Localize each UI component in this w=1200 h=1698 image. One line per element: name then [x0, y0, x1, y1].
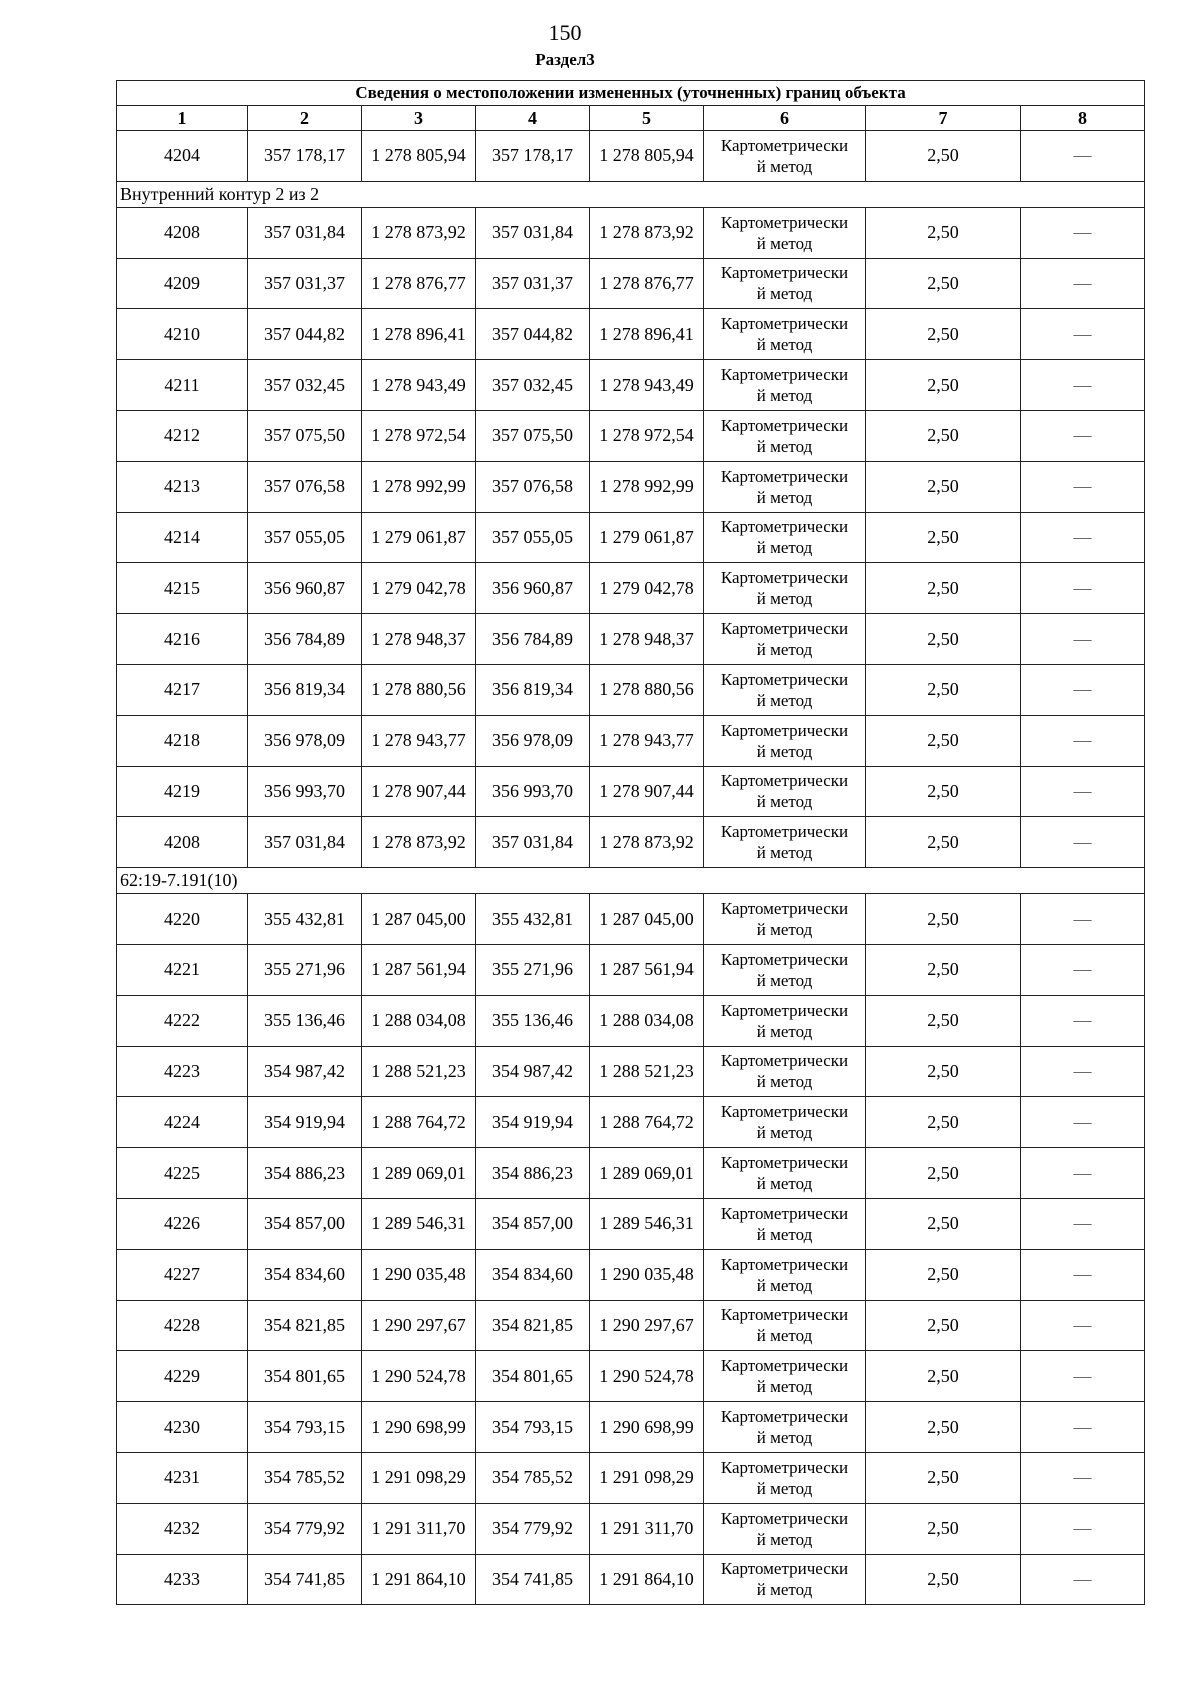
description-cell: — [1021, 1503, 1145, 1554]
accuracy-cell: 2,50 [866, 1198, 1021, 1249]
description-cell: — [1021, 1198, 1145, 1249]
table-row [117, 360, 1145, 411]
table-row [117, 664, 1145, 715]
point-number-cell: 4210 [117, 309, 248, 360]
description-cell: — [1021, 131, 1145, 182]
accuracy-cell: 2,50 [866, 1249, 1021, 1300]
accuracy-cell: 2,50 [866, 1046, 1021, 1097]
x-old-cell: 356 978,09 [248, 715, 362, 766]
y-old-cell: 1 278 896,41 [362, 309, 476, 360]
y-old-cell: 1 288 034,08 [362, 995, 476, 1046]
point-number-cell: 4227 [117, 1249, 248, 1300]
y-new-cell: 1 288 521,23 [590, 1046, 704, 1097]
x-new-cell: 357 076,58 [476, 461, 590, 512]
description-cell: — [1021, 1097, 1145, 1148]
accuracy-cell: 2,50 [866, 563, 1021, 614]
method-cell: Картометрически й метод [704, 894, 866, 945]
y-old-cell: 1 278 943,77 [362, 715, 476, 766]
table-caption-row [117, 81, 1145, 106]
method-cell: Картометрически й метод [704, 512, 866, 563]
x-new-cell: 354 793,15 [476, 1402, 590, 1453]
x-old-cell: 357 031,84 [248, 817, 362, 868]
y-new-cell: 1 291 098,29 [590, 1452, 704, 1503]
y-old-cell: 1 278 907,44 [362, 766, 476, 817]
point-number-cell: 4220 [117, 894, 248, 945]
x-new-cell: 357 031,37 [476, 258, 590, 309]
description-cell: — [1021, 207, 1145, 258]
method-cell: Картометрически й метод [704, 817, 866, 868]
table-row [117, 817, 1145, 868]
table-row [117, 995, 1145, 1046]
y-old-cell: 1 287 561,94 [362, 944, 476, 995]
accuracy-cell: 2,50 [866, 1351, 1021, 1402]
x-old-cell: 354 857,00 [248, 1198, 362, 1249]
column-number: 4 [476, 106, 590, 131]
table-row [117, 1402, 1145, 1453]
y-old-cell: 1 289 546,31 [362, 1198, 476, 1249]
point-number-cell: 4211 [117, 360, 248, 411]
table-row [117, 563, 1145, 614]
table-row [117, 1249, 1145, 1300]
method-cell: Картометрически й метод [704, 461, 866, 512]
y-new-cell: 1 289 546,31 [590, 1198, 704, 1249]
y-new-cell: 1 278 876,77 [590, 258, 704, 309]
y-old-cell: 1 279 042,78 [362, 563, 476, 614]
description-cell: — [1021, 894, 1145, 945]
table-row [117, 1452, 1145, 1503]
group-header-row [117, 868, 1145, 894]
description-cell: — [1021, 944, 1145, 995]
table-row [117, 1148, 1145, 1199]
x-new-cell: 356 993,70 [476, 766, 590, 817]
y-old-cell: 1 278 943,49 [362, 360, 476, 411]
y-old-cell: 1 278 873,92 [362, 817, 476, 868]
y-old-cell: 1 287 045,00 [362, 894, 476, 945]
description-cell: — [1021, 1452, 1145, 1503]
x-new-cell: 357 031,84 [476, 207, 590, 258]
description-cell: — [1021, 995, 1145, 1046]
x-new-cell: 357 031,84 [476, 817, 590, 868]
accuracy-cell: 2,50 [866, 1148, 1021, 1199]
group-label: 62:19-7.191(10) [117, 868, 1145, 894]
y-old-cell: 1 291 864,10 [362, 1554, 476, 1605]
column-number: 7 [866, 106, 1021, 131]
accuracy-cell: 2,50 [866, 766, 1021, 817]
accuracy-cell: 2,50 [866, 1503, 1021, 1554]
accuracy-cell: 2,50 [866, 1402, 1021, 1453]
point-number-cell: 4208 [117, 817, 248, 868]
point-number-cell: 4226 [117, 1198, 248, 1249]
method-cell: Картометрически й метод [704, 410, 866, 461]
x-old-cell: 356 819,34 [248, 664, 362, 715]
point-number-cell: 4204 [117, 131, 248, 182]
point-number-cell: 4230 [117, 1402, 248, 1453]
point-number-cell: 4212 [117, 410, 248, 461]
y-new-cell: 1 287 045,00 [590, 894, 704, 945]
x-new-cell: 357 178,17 [476, 131, 590, 182]
description-cell: — [1021, 1300, 1145, 1351]
method-cell: Картометрически й метод [704, 664, 866, 715]
y-old-cell: 1 291 098,29 [362, 1452, 476, 1503]
description-cell: — [1021, 1046, 1145, 1097]
y-new-cell: 1 279 042,78 [590, 563, 704, 614]
table-row [117, 410, 1145, 461]
point-number-cell: 4217 [117, 664, 248, 715]
accuracy-cell: 2,50 [866, 1097, 1021, 1148]
column-number: 5 [590, 106, 704, 131]
method-cell: Картометрически й метод [704, 1046, 866, 1097]
y-old-cell: 1 278 948,37 [362, 614, 476, 665]
x-old-cell: 356 784,89 [248, 614, 362, 665]
y-old-cell: 1 288 521,23 [362, 1046, 476, 1097]
method-cell: Картометрически й метод [704, 944, 866, 995]
x-new-cell: 354 779,92 [476, 1503, 590, 1554]
method-cell: Картометрически й метод [704, 715, 866, 766]
method-cell: Картометрически й метод [704, 131, 866, 182]
x-old-cell: 354 886,23 [248, 1148, 362, 1199]
method-cell: Картометрически й метод [704, 360, 866, 411]
x-old-cell: 355 432,81 [248, 894, 362, 945]
method-cell: Картометрически й метод [704, 309, 866, 360]
point-number-cell: 4232 [117, 1503, 248, 1554]
x-new-cell: 356 784,89 [476, 614, 590, 665]
accuracy-cell: 2,50 [866, 664, 1021, 715]
x-new-cell: 356 978,09 [476, 715, 590, 766]
x-old-cell: 357 075,50 [248, 410, 362, 461]
description-cell: — [1021, 1351, 1145, 1402]
y-old-cell: 1 290 297,67 [362, 1300, 476, 1351]
method-cell: Картометрически й метод [704, 1351, 866, 1402]
accuracy-cell: 2,50 [866, 894, 1021, 945]
page-number: 150 [548, 20, 582, 45]
section-title: Раздел3 [535, 50, 595, 69]
accuracy-cell: 2,50 [866, 1300, 1021, 1351]
y-new-cell: 1 278 880,56 [590, 664, 704, 715]
x-new-cell: 354 785,52 [476, 1452, 590, 1503]
table-caption: Сведения о местоположении измененных (уточненных) границ объекта [117, 81, 1145, 106]
x-new-cell: 354 857,00 [476, 1198, 590, 1249]
x-old-cell: 355 136,46 [248, 995, 362, 1046]
y-old-cell: 1 289 069,01 [362, 1148, 476, 1199]
x-old-cell: 357 044,82 [248, 309, 362, 360]
table-row [117, 1300, 1145, 1351]
method-cell: Картометрически й метод [704, 1503, 866, 1554]
description-cell: — [1021, 258, 1145, 309]
x-old-cell: 354 793,15 [248, 1402, 362, 1453]
description-cell: — [1021, 512, 1145, 563]
table-row [117, 131, 1145, 182]
x-old-cell: 355 271,96 [248, 944, 362, 995]
method-cell: Картометрически й метод [704, 1452, 866, 1503]
x-old-cell: 356 960,87 [248, 563, 362, 614]
table-row [117, 1198, 1145, 1249]
method-cell: Картометрически й метод [704, 258, 866, 309]
boundary-coordinates-table [116, 80, 1145, 1605]
point-number-cell: 4218 [117, 715, 248, 766]
x-new-cell: 354 987,42 [476, 1046, 590, 1097]
method-cell: Картометрически й метод [704, 1148, 866, 1199]
method-cell: Картометрически й метод [704, 995, 866, 1046]
table-row [117, 1503, 1145, 1554]
y-old-cell: 1 278 876,77 [362, 258, 476, 309]
point-number-cell: 4209 [117, 258, 248, 309]
y-old-cell: 1 278 805,94 [362, 131, 476, 182]
description-cell: — [1021, 664, 1145, 715]
x-new-cell: 354 919,94 [476, 1097, 590, 1148]
description-cell: — [1021, 614, 1145, 665]
table-row [117, 894, 1145, 945]
x-old-cell: 356 993,70 [248, 766, 362, 817]
y-new-cell: 1 278 972,54 [590, 410, 704, 461]
group-header-row [117, 181, 1145, 207]
point-number-cell: 4225 [117, 1148, 248, 1199]
method-cell: Картометрически й метод [704, 207, 866, 258]
accuracy-cell: 2,50 [866, 309, 1021, 360]
description-cell: — [1021, 1249, 1145, 1300]
accuracy-cell: 2,50 [866, 410, 1021, 461]
description-cell: — [1021, 1554, 1145, 1605]
y-new-cell: 1 288 764,72 [590, 1097, 704, 1148]
x-new-cell: 354 834,60 [476, 1249, 590, 1300]
y-new-cell: 1 278 943,49 [590, 360, 704, 411]
group-label: Внутренний контур 2 из 2 [117, 181, 1145, 207]
description-cell: — [1021, 410, 1145, 461]
point-number-cell: 4222 [117, 995, 248, 1046]
y-old-cell: 1 290 698,99 [362, 1402, 476, 1453]
x-old-cell: 354 779,92 [248, 1503, 362, 1554]
method-cell: Картометрически й метод [704, 1198, 866, 1249]
y-new-cell: 1 279 061,87 [590, 512, 704, 563]
point-number-cell: 4221 [117, 944, 248, 995]
x-old-cell: 357 031,84 [248, 207, 362, 258]
description-cell: — [1021, 817, 1145, 868]
description-cell: — [1021, 461, 1145, 512]
x-old-cell: 354 821,85 [248, 1300, 362, 1351]
x-new-cell: 357 044,82 [476, 309, 590, 360]
accuracy-cell: 2,50 [866, 461, 1021, 512]
y-old-cell: 1 278 992,99 [362, 461, 476, 512]
accuracy-cell: 2,50 [866, 614, 1021, 665]
table-row [117, 944, 1145, 995]
accuracy-cell: 2,50 [866, 995, 1021, 1046]
description-cell: — [1021, 360, 1145, 411]
table-row [117, 1097, 1145, 1148]
table-row [117, 258, 1145, 309]
table-row [117, 512, 1145, 563]
table-row [117, 766, 1145, 817]
x-old-cell: 357 076,58 [248, 461, 362, 512]
column-number: 1 [117, 106, 248, 131]
table-row [117, 1351, 1145, 1402]
point-number-cell: 4229 [117, 1351, 248, 1402]
point-number-cell: 4213 [117, 461, 248, 512]
description-cell: — [1021, 1148, 1145, 1199]
y-old-cell: 1 290 035,48 [362, 1249, 476, 1300]
table-row [117, 207, 1145, 258]
x-old-cell: 354 919,94 [248, 1097, 362, 1148]
x-old-cell: 354 741,85 [248, 1554, 362, 1605]
table-row [117, 309, 1145, 360]
accuracy-cell: 2,50 [866, 817, 1021, 868]
column-number: 8 [1021, 106, 1145, 131]
point-number-cell: 4228 [117, 1300, 248, 1351]
x-old-cell: 357 032,45 [248, 360, 362, 411]
method-cell: Картометрически й метод [704, 1097, 866, 1148]
accuracy-cell: 2,50 [866, 131, 1021, 182]
x-old-cell: 357 055,05 [248, 512, 362, 563]
x-new-cell: 354 741,85 [476, 1554, 590, 1605]
x-new-cell: 355 432,81 [476, 894, 590, 945]
method-cell: Картометрически й метод [704, 614, 866, 665]
y-old-cell: 1 290 524,78 [362, 1351, 476, 1402]
description-cell: — [1021, 1402, 1145, 1453]
column-number: 2 [248, 106, 362, 131]
x-new-cell: 357 032,45 [476, 360, 590, 411]
table-body [117, 131, 1145, 1605]
y-new-cell: 1 290 035,48 [590, 1249, 704, 1300]
table-row [117, 715, 1145, 766]
y-new-cell: 1 290 297,67 [590, 1300, 704, 1351]
y-new-cell: 1 290 524,78 [590, 1351, 704, 1402]
point-number-cell: 4219 [117, 766, 248, 817]
description-cell: — [1021, 715, 1145, 766]
x-old-cell: 354 785,52 [248, 1452, 362, 1503]
accuracy-cell: 2,50 [866, 1554, 1021, 1605]
method-cell: Картометрически й метод [704, 766, 866, 817]
x-old-cell: 354 987,42 [248, 1046, 362, 1097]
point-number-cell: 4216 [117, 614, 248, 665]
description-cell: — [1021, 563, 1145, 614]
method-cell: Картометрически й метод [704, 563, 866, 614]
point-number-cell: 4231 [117, 1452, 248, 1503]
y-new-cell: 1 278 992,99 [590, 461, 704, 512]
y-new-cell: 1 290 698,99 [590, 1402, 704, 1453]
point-number-cell: 4223 [117, 1046, 248, 1097]
y-old-cell: 1 278 972,54 [362, 410, 476, 461]
x-new-cell: 354 801,65 [476, 1351, 590, 1402]
x-new-cell: 356 960,87 [476, 563, 590, 614]
method-cell: Картометрически й метод [704, 1402, 866, 1453]
accuracy-cell: 2,50 [866, 1452, 1021, 1503]
y-new-cell: 1 278 873,92 [590, 207, 704, 258]
accuracy-cell: 2,50 [866, 944, 1021, 995]
x-old-cell: 354 801,65 [248, 1351, 362, 1402]
y-new-cell: 1 278 907,44 [590, 766, 704, 817]
point-number-cell: 4214 [117, 512, 248, 563]
y-old-cell: 1 288 764,72 [362, 1097, 476, 1148]
x-new-cell: 355 271,96 [476, 944, 590, 995]
method-cell: Картометрически й метод [704, 1554, 866, 1605]
y-new-cell: 1 288 034,08 [590, 995, 704, 1046]
method-cell: Картометрически й метод [704, 1300, 866, 1351]
x-old-cell: 357 178,17 [248, 131, 362, 182]
description-cell: — [1021, 309, 1145, 360]
y-old-cell: 1 278 873,92 [362, 207, 476, 258]
x-old-cell: 357 031,37 [248, 258, 362, 309]
y-new-cell: 1 278 873,92 [590, 817, 704, 868]
accuracy-cell: 2,50 [866, 360, 1021, 411]
x-new-cell: 355 136,46 [476, 995, 590, 1046]
column-number-row [117, 106, 1145, 131]
y-old-cell: 1 279 061,87 [362, 512, 476, 563]
column-number: 6 [704, 106, 866, 131]
y-new-cell: 1 278 805,94 [590, 131, 704, 182]
table-row [117, 461, 1145, 512]
x-new-cell: 354 886,23 [476, 1148, 590, 1199]
accuracy-cell: 2,50 [866, 258, 1021, 309]
y-new-cell: 1 278 943,77 [590, 715, 704, 766]
y-new-cell: 1 278 896,41 [590, 309, 704, 360]
point-number-cell: 4233 [117, 1554, 248, 1605]
x-old-cell: 354 834,60 [248, 1249, 362, 1300]
point-number-cell: 4224 [117, 1097, 248, 1148]
table-row [117, 1554, 1145, 1605]
y-old-cell: 1 278 880,56 [362, 664, 476, 715]
y-new-cell: 1 287 561,94 [590, 944, 704, 995]
point-number-cell: 4208 [117, 207, 248, 258]
x-new-cell: 356 819,34 [476, 664, 590, 715]
accuracy-cell: 2,50 [866, 207, 1021, 258]
table-row [117, 614, 1145, 665]
y-new-cell: 1 291 311,70 [590, 1503, 704, 1554]
point-number-cell: 4215 [117, 563, 248, 614]
y-new-cell: 1 278 948,37 [590, 614, 704, 665]
accuracy-cell: 2,50 [866, 715, 1021, 766]
x-new-cell: 354 821,85 [476, 1300, 590, 1351]
accuracy-cell: 2,50 [866, 512, 1021, 563]
y-new-cell: 1 289 069,01 [590, 1148, 704, 1199]
method-cell: Картометрически й метод [704, 1249, 866, 1300]
x-new-cell: 357 055,05 [476, 512, 590, 563]
y-new-cell: 1 291 864,10 [590, 1554, 704, 1605]
y-old-cell: 1 291 311,70 [362, 1503, 476, 1554]
table-row [117, 1046, 1145, 1097]
x-new-cell: 357 075,50 [476, 410, 590, 461]
column-number: 3 [362, 106, 476, 131]
description-cell: — [1021, 766, 1145, 817]
